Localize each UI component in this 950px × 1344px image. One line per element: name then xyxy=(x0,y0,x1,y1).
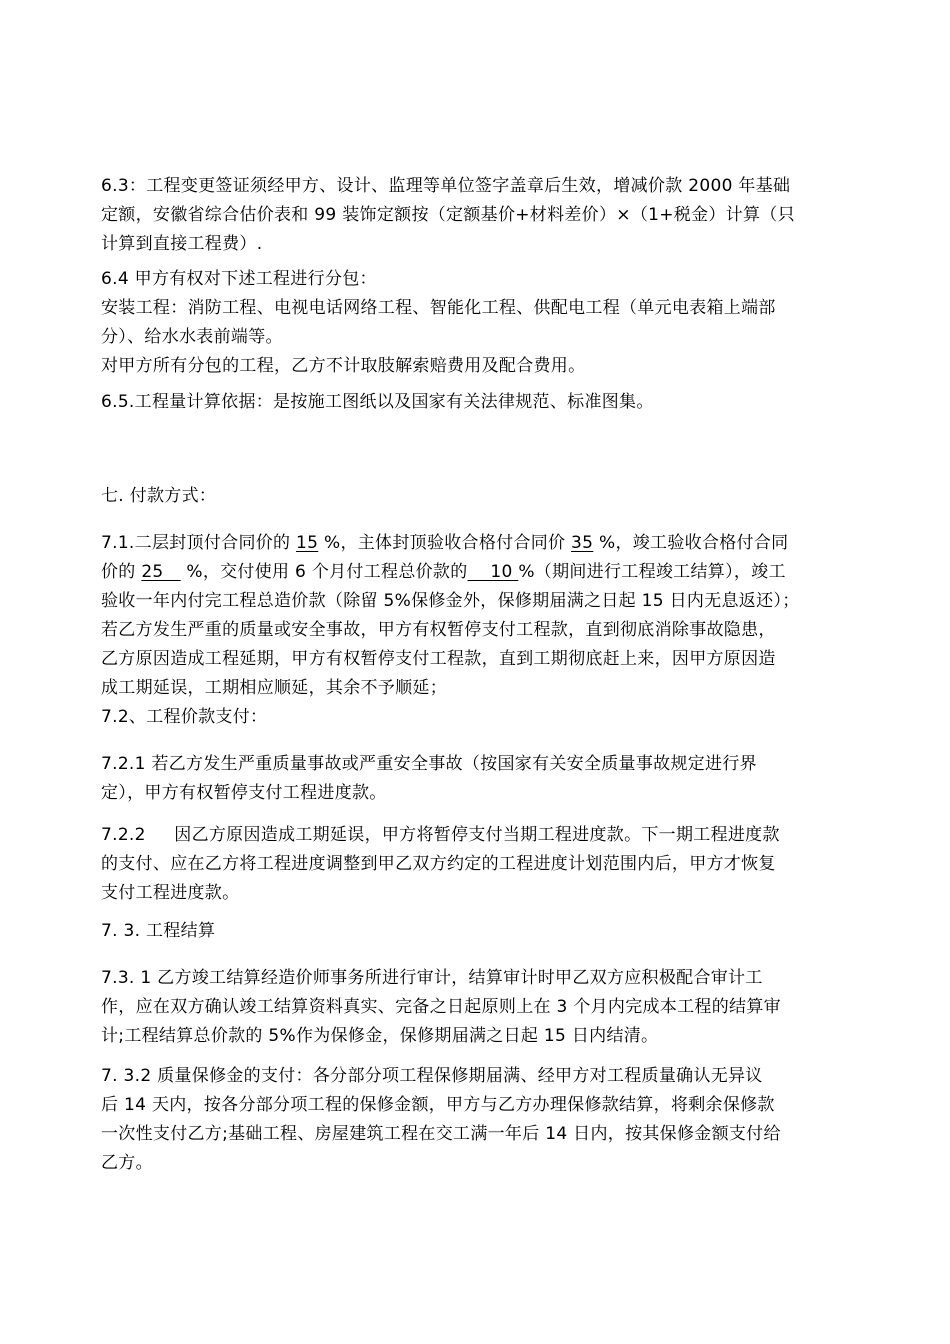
text-line xyxy=(101,529,851,558)
text-line: 6.4 甲方有权对下述工程进行分包： xyxy=(101,269,377,289)
text-fragment: %，主体封顶验收合格付合同价 xyxy=(318,533,572,553)
text-line: 6.5.工程量计算依据：是按施工图纸以及国家有关法律规范、标准图集。 xyxy=(101,392,654,412)
text-line: 7.2.2 因乙方原因造成工期延误，甲方将暂停支付当期工程进度款。下一期工程进度款 xyxy=(101,825,780,845)
percent-value-4: 10 xyxy=(467,562,519,582)
percent-value-2: 35 xyxy=(571,533,594,553)
text-line: 验收一年内付完工程总造价款（除留 5%保修金外，保修期届满之日起 15 日内无息返还）； xyxy=(101,591,800,611)
clause-7-2-2 xyxy=(101,821,851,908)
text-fragment: %，竣工验收合格付合同 xyxy=(593,533,789,553)
clause-7-3-1 xyxy=(101,964,851,1051)
text-line: 的支付、应在乙方将工程进度调整到甲乙双方约定的工程进度计划范围内后，甲方才恢复 xyxy=(101,854,776,874)
text-line: 安装工程：消防工程、电视电话网络工程、智能化工程、供配电工程（单元电表箱上端部 xyxy=(101,298,776,318)
text-line: 7.2.1 若乙方发生严重质量事故或严重安全事故（按国家有关安全质量事故规定进行界 xyxy=(101,754,757,774)
clause-7-1 xyxy=(101,529,851,703)
text-fragment: %（期间进行工程竣工结算），竣工 xyxy=(518,562,786,582)
clause-7-2-1 xyxy=(101,750,851,808)
text-line: 计;工程结算总价款的 5%作为保修金，保修期届满之日起 15 日内结清。 xyxy=(101,1026,659,1046)
text-fragment: 价的 xyxy=(101,562,142,582)
text-line xyxy=(101,558,851,587)
clause-6-4 xyxy=(101,265,851,381)
text-fragment: %，交付使用 6 个月付工程总价款的 xyxy=(180,562,468,582)
text-line: 定），甲方有权暂停支付工程进度款。 xyxy=(101,783,387,803)
text-line: 7.3. 1 乙方竣工结算经造价师事务所进行审计，结算审计时甲乙双方应积极配合审计工 xyxy=(101,968,763,988)
text-line: 作，应在双方确认竣工结算资料真实、完备之日起原则上在 3 个月内完成本工程的结算审 xyxy=(101,997,781,1017)
text-line: 7. 3.2 质量保修金的支付：各分部分项工程保修期届满、经甲方对工程质量确认无异议 xyxy=(101,1066,763,1086)
text-line: 分）、给水水表前端等。 xyxy=(101,327,283,347)
text-line: 计算到直接工程费）. xyxy=(101,234,263,254)
section-heading: 七. 付款方式： xyxy=(101,486,217,506)
text-line: 6.3：工程变更签证须经甲方、设计、监理等单位签字盖章后生效，增减价款 2000 年基础 xyxy=(101,176,791,196)
text-line: 后 14 天内，按各分部分项工程的保修金额，甲方与乙方办理保修款结算，将剩余保修款 xyxy=(101,1095,775,1115)
text-line: 乙方原因造成工程延期，甲方有权暂停支付工程款，直到工期彻底赶上来，因甲方原因造 xyxy=(101,649,776,669)
text-fragment: 7.1.二层封顶付合同价的 xyxy=(101,533,297,553)
percent-value-3: 25 xyxy=(141,562,181,582)
text-line: 乙方。 xyxy=(101,1153,153,1173)
text-line: 若乙方发生严重的质量或安全事故，甲方有权暂停支付工程款，直到彻底消除事故隐患， xyxy=(101,620,776,640)
clause-7-3 xyxy=(101,917,851,946)
clause-7-2 xyxy=(101,703,851,732)
text-line: 对甲方所有分包的工程，乙方不计取肢解索赔费用及配合费用。 xyxy=(101,356,586,376)
subsection-heading: 7. 3. 工程结算 xyxy=(101,921,216,941)
text-line: 支付工程进度款。 xyxy=(101,883,240,903)
section-7-title xyxy=(101,482,851,511)
text-line: 一次性支付乙方;基础工程、房屋建筑工程在交工满一年后 14 日内，按其保修金额支付给 xyxy=(101,1124,781,1144)
text-line: 定额，安徽省综合估价表和 99 装饰定额按（定额基价+材料差价）×（1+税金）计算（只 xyxy=(101,205,795,225)
subsection-heading: 7.2、工程价款支付： xyxy=(101,707,268,727)
clause-6-5 xyxy=(101,388,851,417)
clause-7-3-2 xyxy=(101,1062,851,1178)
percent-value-1: 15 xyxy=(296,533,319,553)
text-line: 成工期延误，工期相应顺延，其余不予顺延； xyxy=(101,678,447,698)
clause-6-3 xyxy=(101,172,851,259)
